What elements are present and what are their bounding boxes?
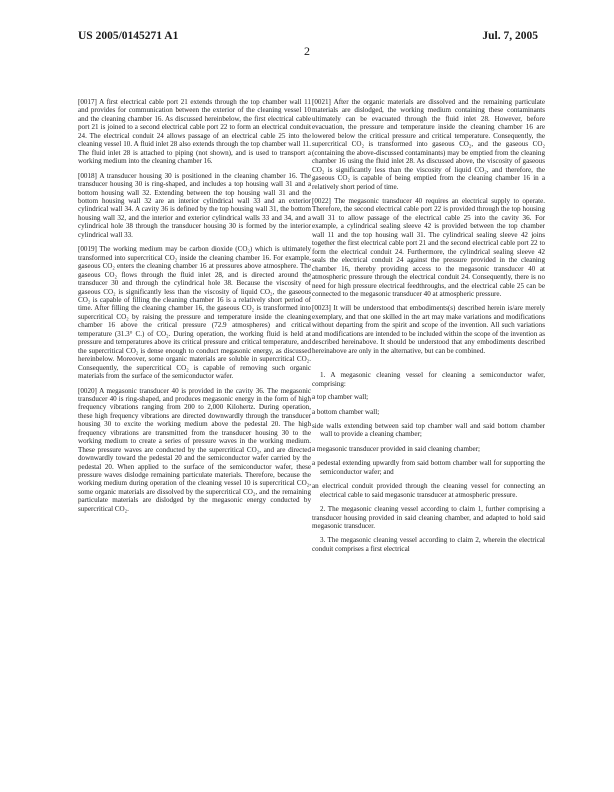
claim-2: 2. The megasonic cleaning vessel according to claim 1, further comprising a transducer housing provided in said cleaning chamber, and adapted to hold said megasonic transducer. <box>312 505 545 531</box>
paragraph-0020: [0020] A megasonic transducer 40 is provided in the cavity 36. The megasonic transducer 40 is ring-shaped, and produces megasonic energy in the form of high frequency vibrations ranging from 200 to 2,000 Kilohertz. During operation, these high frequency vibrations are directed downwardly through the transducer housing 30 to excite the working medium above the pedestal 20. The high frequency vibrations are transmitted from the transducer housing 30 to the working medium to create a series of pressure waves in the working medium. These pressure waves are conducted by the supercritical CO₂, and are directed downwardly toward the pedestal 20 and the semiconductor wafer carried by the pedestal 20. When applied to the surface of the semiconductor wafer, these pressure waves dislodge remaining particulate materials. Therefore, because the working medium during operation of the cleaning vessel 10 is supercritical CO₂, some organic materials are dissolved by the supercritical CO₂, and the remaining particulate materials are dislodged by the megasonic energy conducted by supercritical CO₂. <box>78 386 311 513</box>
claim-1-element: a pedestal extending upwardly from said bottom chamber wall for supporting the semiconductor wafer; and <box>312 459 545 476</box>
paragraph-0017: [0017] A first electrical cable port 21 extends through the top chamber wall 11 and provides for communication between the exterior of the cleaning vessel 10 and the cleaning chamber 16. As discussed hereinbelow, the first electrical cable port 21 is joined to a second electrical cable port 22 to form an electrical conduit 24. The electrical conduit 24 allows passage of an electrical cable 25 into the cleaning vessel 10. A fluid inlet 28 also extends through the top chamber wall 11. The fluid inlet 28 is attached to piping (not shown), and is used to transport a working medium into the cleaning chamber 16. <box>78 98 311 166</box>
claims-section <box>312 371 545 553</box>
claim-3: 3. The megasonic cleaning vessel according to claim 2, wherein the electrical conduit comprises a first electrical <box>312 536 545 553</box>
claim-1-element: an electrical conduit provided through the cleaning vessel for connecting an electrical cable to said megasonic transducer at atmospheric pressure. <box>312 482 545 499</box>
page-number: 2 <box>304 44 310 58</box>
claim-1-element: a top chamber wall; <box>312 393 369 402</box>
left-column <box>78 98 311 519</box>
paragraph-0023: [0023] It will be understood that embodiments(s) described herein is/are merely exemplary, and that one skilled in the art may make variations and modifications without departing from the spirit and scope of the invention. All such variations and modifications are intended to be included within the scope of the invention as described hereinabove. It should be understood that any embodiments described hereinabove are only in the alternative, but can be combined. <box>312 304 545 355</box>
claim-1-element: side walls extending between said top chamber wall and said bottom chamber wall to provide a cleaning chamber; <box>312 421 545 439</box>
right-column <box>312 98 545 559</box>
claim-1-element: a megasonic transducer provided in said cleaning chamber; <box>312 444 481 453</box>
claim-1-intro: 1. A megasonic cleaning vessel for cleaning a semiconductor wafer, comprising: <box>312 371 545 388</box>
paragraph-0021: [0021] After the organic materials are dissolved and the remaining particulate materials are dislodged, the working medium containing these contaminants ultimately can be evacuated through the fluid inlet 28. However, before evacuation, the pressure and temperature inside the cleaning chamber 16 are lowered below the critical pressure and critical temperature. Consequently, the supercritical CO₂ is transformed into gaseous CO₂, and the gaseous CO₂ (containing the above-discussed contaminants) may be emptied from the cleaning chamber 16 using the fluid inlet 28. As discussed above, the viscosity of gaseous CO₂ is significantly less than the viscosity of liquid CO₂, and therefore, the gaseous CO₂ is capable of being emptied from the cleaning chamber 16 in a relatively short period of time. <box>312 98 545 191</box>
paragraph-0018: [0018] A transducer housing 30 is positioned in the cleaning chamber 16. The transducer housing 30 is ring-shaped, and includes a top housing wall 31 and a bottom housing wall 32. Extending between the top housing wall 31 and the bottom housing wall 32 are an interior cylindrical wall 33 and an exterior cylindrical wall 34. A cavity 36 is defined by the top housing wall 31, the bottom housing wall 32, and the interior and exterior cylindrical walls 33 and 34, and a cylindrical hole 38 through the transducer housing 30 is formed by the interior cylindrical wall 33. <box>78 171 311 239</box>
paragraph-0019: [0019] The working medium may be carbon dioxide (CO₂) which is ultimately transformed into supercritical CO₂ inside the cleaning chamber 16. For example, gaseous CO₂ enters the cleaning chamber 16 at pressures above atmosphere. The gaseous CO₂ flows through the fluid inlet 28, and is directed around the transducer 30 and through the cylindrical hole 38. Because the viscosity of gaseous CO₂ is significantly less than the viscosity of liquid CO₂, the gaseous CO₂ is capable of filling the cleaning chamber 16 is a relatively short period of time. After filling the cleaning chamber 16, the gaseous CO₂ is transformed into supercritical CO₂ by raising the pressure and temperature inside the cleaning chamber 16 above the critical pressure (72.9 atmospheres) and critical temperature (31.3° C.) of CO₂. During operation, the working fluid is held at pressure and temperatures above its critical pressure and critical temperature, and the supercritical CO₂ is dense enough to conduct megasonic energy, as discussed hereinbelow. Moreover, some organic materials are soluble in supercritical CO₂. Consequently, the supercritical CO₂ is capable of removing such organic materials from the surface of the semiconductor wafer. <box>78 245 311 381</box>
publication-date: Jul. 7, 2005 <box>482 30 538 42</box>
publication-number: US 2005/0145271 A1 <box>78 30 179 42</box>
claim-1-element: a bottom chamber wall; <box>312 407 380 416</box>
paragraph-0022: [0022] The megasonic transducer 40 requires an electrical supply to operate. Therefore, the second electrical cable port 22 is provided through the top housing wall 31 to allow passage of the electrical cable 25 into the cavity 36. For example, a cylindrical sealing sleeve 42 is provided between the top chamber wall 11 and the top housing wall 31. The cylindrical sealing sleeve 42 joins together the first electrical cable port 21 and the second electrical cable port 22 to form the electrical conduit 24. Furthermore, the cylindrical sealing sleeve 42 seals the electrical conduit 24 against the pressure provided in the cleaning chamber 16, thereby providing access to the megasonic transducer 40 at atmospheric pressure through the electrical conduit 24. Consequently, there is no need for high pressure electrical feedthroughs, and the electrical cable 25 can be connected to the megasonic transducer 40 at atmospheric pressure. <box>312 196 545 298</box>
